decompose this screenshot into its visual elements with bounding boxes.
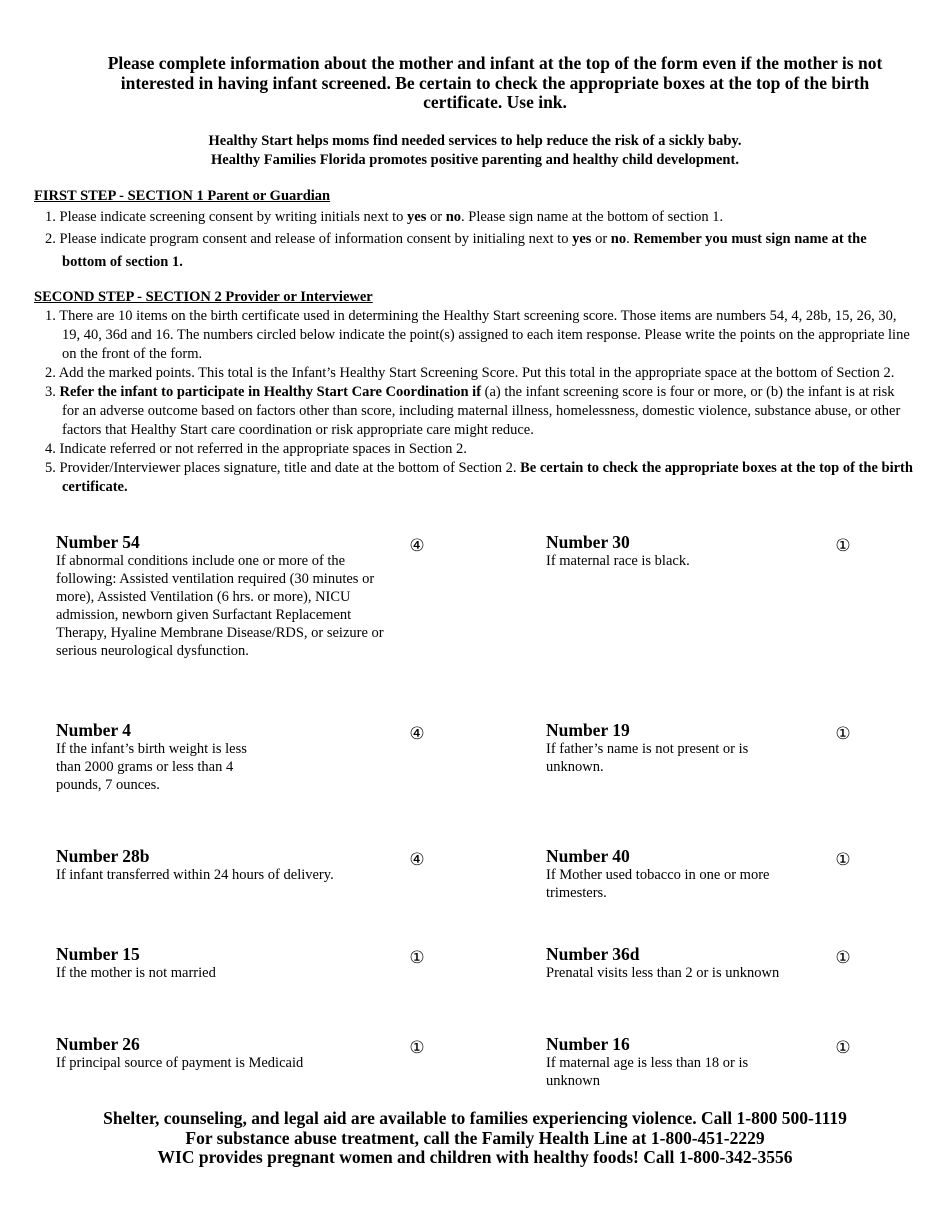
section-2-item: 5. Provider/Interviewer places signature, title and date at the bottom of Section 2. Be certain to check the appropriate boxes at the top of the birth certificate.: [45, 460, 913, 495]
item-description: If abnormal conditions include one or more of the following: Assisted ventilation required (30 minutes or more), Assisted Ventilation (6 hrs. or more), NICU admission, newborn given Surfactant Replacement Therapy, Hyaline Membrane Disease/RDS, or seizure or serious neurological dysfunction.: [56, 553, 384, 659]
item-number-36d: [546, 945, 816, 982]
form-instructions-header: [80, 54, 910, 113]
wic-line: WIC provides pregnant women and children with healthy foods! Call 1-800-342-3556: [157, 1147, 793, 1167]
points-circle-icon: ①: [835, 948, 851, 968]
item-description: If infant transferred within 24 hours of delivery.: [56, 867, 334, 883]
section-2-item: 4. Indicate referred or not referred in the appropriate spaces in Section 2.: [45, 441, 467, 457]
item-title: Number 4: [56, 720, 132, 740]
item-description: If the mother is not married: [56, 965, 216, 981]
healthy-start-line: Healthy Start helps moms find needed services to help reduce the risk of a sickly baby.: [208, 133, 742, 149]
item-description: If principal source of payment is Medicaid: [56, 1055, 304, 1071]
item-title: Number 19: [546, 720, 630, 740]
item-title: Number 36d: [546, 944, 640, 964]
item-number-40: [546, 847, 801, 902]
item-title: Number 16: [546, 1034, 630, 1054]
item-title: Number 30: [546, 532, 630, 552]
header-line: interested in having infant screened. Be certain to check the appropriate boxes at the top of the birth: [120, 72, 870, 93]
points-circle-icon: ④: [409, 850, 425, 870]
item-title: Number 40: [546, 846, 630, 866]
section-2: [34, 288, 914, 497]
item-number-26: [56, 1035, 386, 1072]
resources-footer: [40, 1109, 910, 1168]
item-number-30: [546, 533, 806, 570]
header-line: Please complete information about the mother and infant at the top of the form even if the mother is not: [107, 53, 883, 73]
item-title: Number 15: [56, 944, 140, 964]
healthy-families-line: Healthy Families Florida promotes positive parenting and healthy child development.: [211, 152, 739, 168]
item-description: If Mother used tobacco in one or more trimesters.: [546, 867, 770, 901]
item-number-15: [56, 945, 386, 982]
section-2-item: 3. Refer the infant to participate in Healthy Start Care Coordination if (a) the infant screening score is four or more, or (b) the infant is at risk for an adverse outcome based on factors other than score, including maternal illness, homelessness, domestic violence, substance abuse, or other factors that Healthy Start care coordination or risk appropriate care might reduce.: [45, 384, 901, 438]
header-line: certificate. Use ink.: [423, 92, 567, 112]
item-number-4: [56, 721, 271, 794]
section-1-title: FIRST STEP - SECTION 1 Parent or Guardian: [34, 188, 331, 204]
item-description: If father’s name is not present or is unknown.: [546, 741, 749, 775]
points-circle-icon: ①: [835, 536, 851, 556]
violence-hotline-line: Shelter, counseling, and legal aid are available to families experiencing violence. Call 1-800 500-1119: [103, 1108, 847, 1128]
program-intro: [80, 132, 870, 170]
item-title: Number 54: [56, 532, 140, 552]
points-circle-icon: ①: [409, 948, 425, 968]
item-number-16: [546, 1035, 781, 1090]
item-number-19: [546, 721, 786, 776]
points-circle-icon: ④: [409, 724, 425, 744]
section-2-item: 1. There are 10 items on the birth certificate used in determining the Healthy Start screening score. Those items are numbers 54, 4, 28b, 15, 26, 30, 19, 40, 36d and 16. The numbers circled below indicate the point(s) assigned to each item response. Please write the points on the appropriate line on the front of the form.: [45, 308, 910, 362]
item-number-54: [56, 533, 386, 660]
section-1: [34, 187, 914, 274]
item-description: Prenatal visits less than 2 or is unknown: [546, 965, 780, 981]
section-2-item: 2. Add the marked points. This total is the Infant’s Healthy Start Screening Score. Put this total in the appropriate space at the bottom of Section 2.: [45, 365, 895, 381]
points-circle-icon: ④: [409, 536, 425, 556]
points-circle-icon: ①: [835, 724, 851, 744]
points-circle-icon: ①: [835, 1038, 851, 1058]
item-description: If maternal age is less than 18 or is unknown: [546, 1055, 749, 1089]
substance-abuse-line: For substance abuse treatment, call the Family Health Line at 1-800-451-2229: [185, 1127, 765, 1148]
item-number-28b: [56, 847, 396, 884]
item-description: If maternal race is black.: [546, 553, 690, 569]
item-title: Number 28b: [56, 846, 150, 866]
item-description: If the infant’s birth weight is less than 2000 grams or less than 4 pounds, 7 ounces.: [56, 741, 247, 793]
points-circle-icon: ①: [835, 850, 851, 870]
section-1-item: 1. Please indicate screening consent by writing initials next to yes or no. Please sign name at the bottom of section 1.: [45, 209, 724, 225]
section-1-item: 2. Please indicate program consent and release of information consent by initialing next to yes or no. Remember you must sign name at the bottom of section 1.: [45, 231, 867, 270]
item-title: Number 26: [56, 1034, 140, 1054]
section-2-title: SECOND STEP - SECTION 2 Provider or Interviewer: [34, 289, 373, 305]
points-circle-icon: ①: [409, 1038, 425, 1058]
